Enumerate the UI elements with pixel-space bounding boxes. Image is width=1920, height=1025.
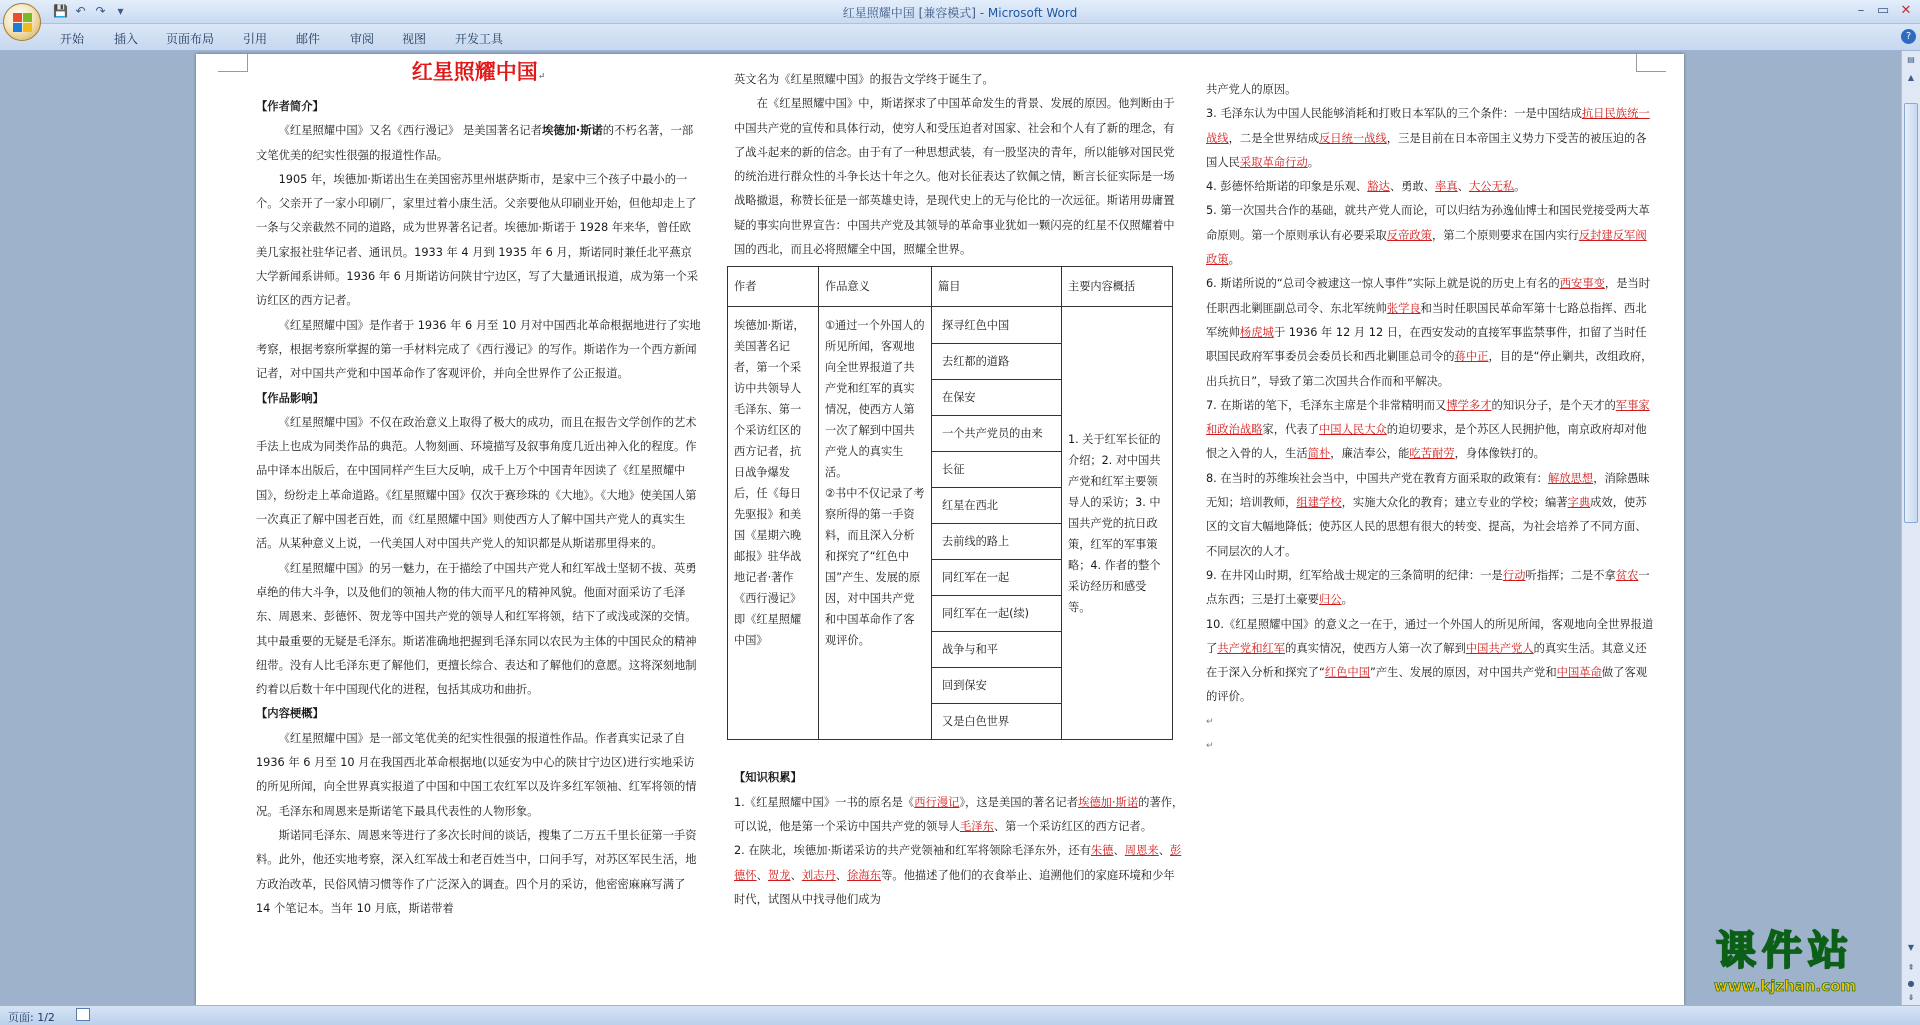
tab-developer[interactable]: 开发工具: [455, 32, 504, 46]
site-watermark: [1670, 925, 1900, 1010]
document-workspace: [0, 51, 1920, 1005]
paragraph: 1905 年，埃德加·斯诺出生在美国密苏里州堪萨斯市，是家中三个孩子中最小的一个。父亲开了一家小印刷厂，家里过着小康生活。父亲要他从印刷业开始，但他却走上了一条与父亲截然不同的道路，成为世界著名记者。埃德加·斯诺于 1928 年来华，曾任欧美几家报社驻华记者、通讯员。1933 年 4 月到 1935 年 6 月，斯诺同时兼任北平燕京大学新闻系讲师。1936 年 6 月斯诺访问陕甘宁边区，写了大量通讯报道，成为第一个采访红区的西方记者。: [256, 172, 699, 308]
paragraph: 《红星照耀中国》是作者于 1936 年 6 月至 10 月对中国西北革命根据地进行了实地考察，根据考察所掌握的第一手材料完成了《西行漫记》的写作。斯诺作为一个西方新闻记者，对中国共产党和中国革命作了客观评价，并向全世界作了公正报道。: [256, 318, 701, 381]
chapter-item: 长征: [932, 451, 1061, 487]
question-9: 9. 在井冈山时期，红军给战士规定的三条简明的纪律：一是行动听指挥；二是不拿贫农一点东西；三是打土豪要归公。: [1206, 568, 1650, 607]
crop-mark: [218, 54, 248, 72]
office-button[interactable]: [3, 3, 41, 41]
crop-mark: [1636, 54, 1666, 72]
scroll-up-icon[interactable]: ▲: [1907, 73, 1915, 82]
chapter-item: 一个共产党员的由来: [932, 415, 1061, 451]
previous-page-icon[interactable]: ⇞: [1907, 963, 1915, 972]
scrollbar-thumb[interactable]: [1904, 103, 1918, 523]
help-icon[interactable]: ?: [1901, 29, 1916, 44]
chapter-item: 红星在西北: [932, 487, 1061, 523]
column-1: [256, 54, 701, 921]
document-name: 红星照耀中国 [兼容模式] -: [842, 6, 988, 20]
close-icon[interactable]: ✕: [1900, 3, 1912, 18]
paragraph: 《红星照耀中国》是一部文笔优美的纪实性很强的报道性作品。作者真实记录了自 1936 年 6 月至 10 月在我国西北革命根据地(以延安为中心的陕甘宁边区)进行实地采访的所见所闻，向全世界真实报道了中国和中国工农红军以及许多红军领袖、红军将领的情况。毛泽东和周恩来是斯诺笔下最具代表性的人物形象。: [256, 731, 697, 818]
watermark-brand: 课件站: [1716, 927, 1854, 974]
redo-icon[interactable]: ↷: [95, 4, 106, 18]
question-8: 8. 在当时的苏维埃社会当中，中国共产党在教育方面采取的政策有：解放思想，消除愚昧无知；培训教师，组建学校，实施大众化的教育；建立专业的学校；编著字典成效，使苏区的文盲大幅地降低；使苏区人民的思想有很大的转变、提高，为社会培养了不同方面、不同层次的人才。: [1206, 471, 1650, 558]
cell-summary: 1. 关于红军长征的介绍；2. 对中国共产党和红军主要领导人的采访；3. 中国共产党的抗日政策，红军的军事策略；4. 作者的整个采访经历和感受等。: [1062, 307, 1173, 740]
window-title: [0, 4, 1920, 21]
minimize-icon[interactable]: –: [1857, 3, 1865, 18]
cell-chapters: [932, 307, 1062, 740]
next-page-icon[interactable]: ⇟: [1907, 993, 1915, 1002]
paragraph: 共产党人的原因。: [1206, 83, 1297, 96]
tab-mailings[interactable]: 邮件: [296, 32, 321, 46]
qat-customize-icon[interactable]: ▾: [117, 4, 124, 18]
save-icon[interactable]: 💾: [53, 4, 68, 18]
header-meaning: 作品意义: [819, 267, 932, 307]
question-10: 10.《红星照耀中国》的意义之一在于，通过一个外国人的所见所闻，客观地向全世界报道了共产党和红军的真实情况，使西方人第一次了解到中国共产党人的真实生活。其意义还在于深入分析和探究了“红色中国”产生、发展的原因，对中国共产党和中国革命做了客观的评价。: [1206, 617, 1654, 704]
vertical-scrollbar[interactable]: [1901, 51, 1920, 1005]
chapter-item: 去前线的路上: [932, 523, 1061, 559]
table-header-row: [728, 267, 1173, 307]
column-2: [734, 68, 1184, 912]
tab-insert[interactable]: 插入: [114, 32, 139, 46]
chapter-item: 去红都的道路: [932, 343, 1061, 379]
section-heading-author: 【作者简介】: [256, 100, 324, 113]
maximize-icon[interactable]: ▭: [1876, 3, 1890, 18]
paragraph-mark: ↵: [1206, 716, 1214, 727]
paragraph: 《红星照耀中国》又名《西行漫记》 是美国著名记者埃德加·斯诺的不朽名著，一部文笔优美的纪实性很强的报道性作品。: [256, 124, 694, 162]
chapter-list: [932, 307, 1061, 739]
section-heading-impact: 【作品影响】: [256, 391, 324, 405]
section-heading-summary: 【内容梗概】: [256, 707, 324, 721]
chapter-item: 战争与和平: [932, 631, 1061, 667]
page-indicator[interactable]: 页面: 1/2: [8, 1011, 55, 1024]
tab-view[interactable]: 视图: [402, 32, 427, 46]
tab-home[interactable]: 开始: [60, 32, 85, 46]
header-chapters: 篇目: [932, 267, 1062, 307]
section-heading-knowledge: 【知识积累】: [734, 771, 802, 785]
chapter-item: 同红军在一起(续): [932, 595, 1061, 631]
tab-page-layout[interactable]: 页面布局: [166, 32, 215, 46]
chapter-item: 在保安: [932, 379, 1061, 415]
app-name: Microsoft Word: [987, 6, 1078, 20]
paragraph: 在《红星照耀中国》中，斯诺探求了中国革命发生的背景、发展的原因。他判断由于中国共产党的宣传和具体行动，使穷人和受压迫者对国家、社会和个人有了新的理念，有了战斗起来的新的信念。由于有了一种思想武装，有一股坚决的青年，所以能够对国民党的统治进行群众性的斗争长达十年之久。他对长征表达了钦佩之情，断言长征实际是一场战略撤退，称赞长征是一部英雄史诗，是现代史上的无与伦比的一次远征。斯诺用毋庸置疑的事实向世界宣告：中国共产党及其领导的革命事业犹如一颗闪亮的红星不仅照耀着中国的西北，而且必将照耀全中国，照耀全世界。: [734, 97, 1175, 257]
select-browse-object-icon[interactable]: ●: [1907, 979, 1915, 988]
header-author: 作者: [728, 267, 819, 307]
document-title: 红星照耀中国↵: [411, 59, 546, 84]
tab-references[interactable]: 引用: [243, 32, 268, 46]
summary-table: [727, 266, 1173, 740]
document-page[interactable]: [196, 54, 1684, 1005]
paragraph-mark: ↵: [1206, 741, 1214, 752]
question-6: 6. 斯诺所说的“总司令被逮这一惊人事件”实际上就是说的历史上有名的西安事变，是当时任职西北剿匪副总司令、东北军统帅张学良和当时任职国民革命军第十七路总指挥、西北军统帅杨虎城于 1936 年 12 月 12 日，在西安发动的直接军事监禁事件，扣留了当时任职国民政府军事委员会委员长和西北剿匪总司令的蒋中正，目的是“停止剿共，改组政府，出兵抗日”，导致了第二次国共合作而和平解决。: [1206, 277, 1653, 388]
question-1: 1.《红星照耀中国》一书的原名是《西行漫记》，这是美国的著名记者埃德加·斯诺的著作，可以说，他是第一个采访中国共产党的领导人毛泽东、第一个采访红区的西方记者。: [734, 795, 1184, 833]
paragraph: 《红星照耀中国》不仅在政治意义上取得了极大的成功，而且在报告文学创作的艺术手法上也成为同类作品的典范。人物刻画、环境描写及叙事角度几近出神入化的程度。作品中译本出版后，在中国同样产生巨大反响，成千上万个中国青年因读了《红星照耀中国》，纷纷走上革命道路。《红星照耀中国》仅次于赛珍珠的《大地》。《大地》使美国人第一次真正了解中国老百姓，而《红星照耀中国》则使西方人了解中国共产党人的真实生活。从某种意义上说，一代美国人对中国共产党人的知识都是从斯诺那里得来的。: [256, 415, 697, 551]
title-bar: [0, 0, 1920, 24]
status-bar: [0, 1005, 1920, 1025]
chapter-item: 又是白色世界: [932, 703, 1061, 739]
question-2: 2. 在陕北，埃德加·斯诺采访的共产党领袖和红军将领除毛泽东外，还有朱德、周恩来、彭德怀、贺龙、刘志丹、徐海东等。他描述了他们的衣食举止、追溯他们的家庭环境和少年时代，试图从中找寻他们成为: [734, 844, 1182, 906]
chapter-item: 回到保安: [932, 667, 1061, 703]
proofing-icon[interactable]: [76, 1008, 90, 1021]
paragraph: 《红星照耀中国》的另一魅力，在于描绘了中国共产党人和红军战士坚韧不拔、英勇卓绝的伟大斗争，以及他们的领袖人物的伟大而平凡的精神风貌。他面对面采访了毛泽东、周恩来、彭德怀、贺龙等中国共产党的领导人和红军将领，结下了或浅或深的交情。其中最重要的无疑是毛泽东。斯诺准确地把握到毛泽东同以农民为主体的中国民众的精神纽带。没有人比毛泽东更了解他们，更擅长综合、表达和了解他们的意愿。这将深刻地制约着以后数十年中国现代化的进程，包括其成功和曲折。: [256, 561, 697, 697]
question-3: 3. 毛泽东认为中国人民能够消耗和打败日本军队的三个条件：一是中国结成抗日民族统一战线，二是全世界结成反日统一战线，三是目前在日本帝国主义势力下受苦的被压迫的各国人民采取革命行动。: [1206, 107, 1650, 169]
column-3: [1206, 78, 1654, 758]
question-5: 5. 第一次国共合作的基础，就共产党人而论，可以归结为孙逸仙博士和国民党接受两大革命原则。第一个原则承认有必要采取反帝政策，第二个原则要求在国内实行反封建反军阀政策。: [1206, 204, 1650, 267]
table-row: [728, 307, 1173, 740]
office-logo-icon: [13, 13, 32, 32]
tab-review[interactable]: 审阅: [350, 32, 375, 46]
header-summary: 主要内容概括: [1062, 267, 1173, 307]
cell-meaning: ①通过一个外国人的所见所闻，客观地向全世界报道了共产党和红军的真实情况，使西方人第一次了解到中国共产党人的真实生活。 ②书中不仅记录了考察所得的第一手资料，而且深入分析和探究了“红色中国”产生、发展的原因，对中国共产党和中国革命作了客观评价。: [819, 307, 932, 740]
ruler-toggle-icon[interactable]: ▤: [1907, 55, 1915, 64]
question-4: 4. 彭德怀给斯诺的印象是乐观、豁达、勇敢、率真、大公无私。: [1206, 180, 1526, 194]
question-7: 7. 在斯诺的笔下，毛泽东主席是个非常精明而又博学多才的知识分子，是个天才的军事家和政治战略家，代表了中国人民大众的迫切要求，是个苏区人民拥护他，南京政府却对他恨之入骨的人，生活简朴，廉洁奉公，能吃苦耐劳，身体像铁打的。: [1206, 398, 1650, 461]
chapter-item: 同红军在一起: [932, 559, 1061, 595]
scroll-down-icon[interactable]: ▼: [1907, 943, 1915, 952]
paragraph: 斯诺同毛泽东、周恩来等进行了多次长时间的谈话，搜集了二万五千里长征第一手资料。此外，他还实地考察，深入红军战士和老百姓当中，口问手写，对苏区军民生活，地方政治改革，民俗风情习惯等作了广泛深入的调查。四个月的采访，他密密麻麻写满了 14 个笔记本。当年 10 月底，斯诺带着: [256, 828, 697, 915]
ribbon-tabs: [0, 24, 1920, 51]
undo-icon[interactable]: ↶: [75, 4, 86, 18]
cell-author: 埃德加·斯诺，美国著名记者，第一个采访中共领导人毛泽东、第一个采访红区的西方记者，抗日战争爆发后，任《每日先驱报》和美国《星期六晚邮报》驻华战地记者·著作《西行漫记》即《红星照耀中国》: [728, 307, 819, 740]
watermark-url: www.kjzhan.com: [1713, 977, 1857, 995]
paragraph: 英文名为《红星照耀中国》的报告文学终于诞生了。: [734, 73, 994, 86]
chapter-item: 探寻红色中国: [932, 307, 1061, 343]
